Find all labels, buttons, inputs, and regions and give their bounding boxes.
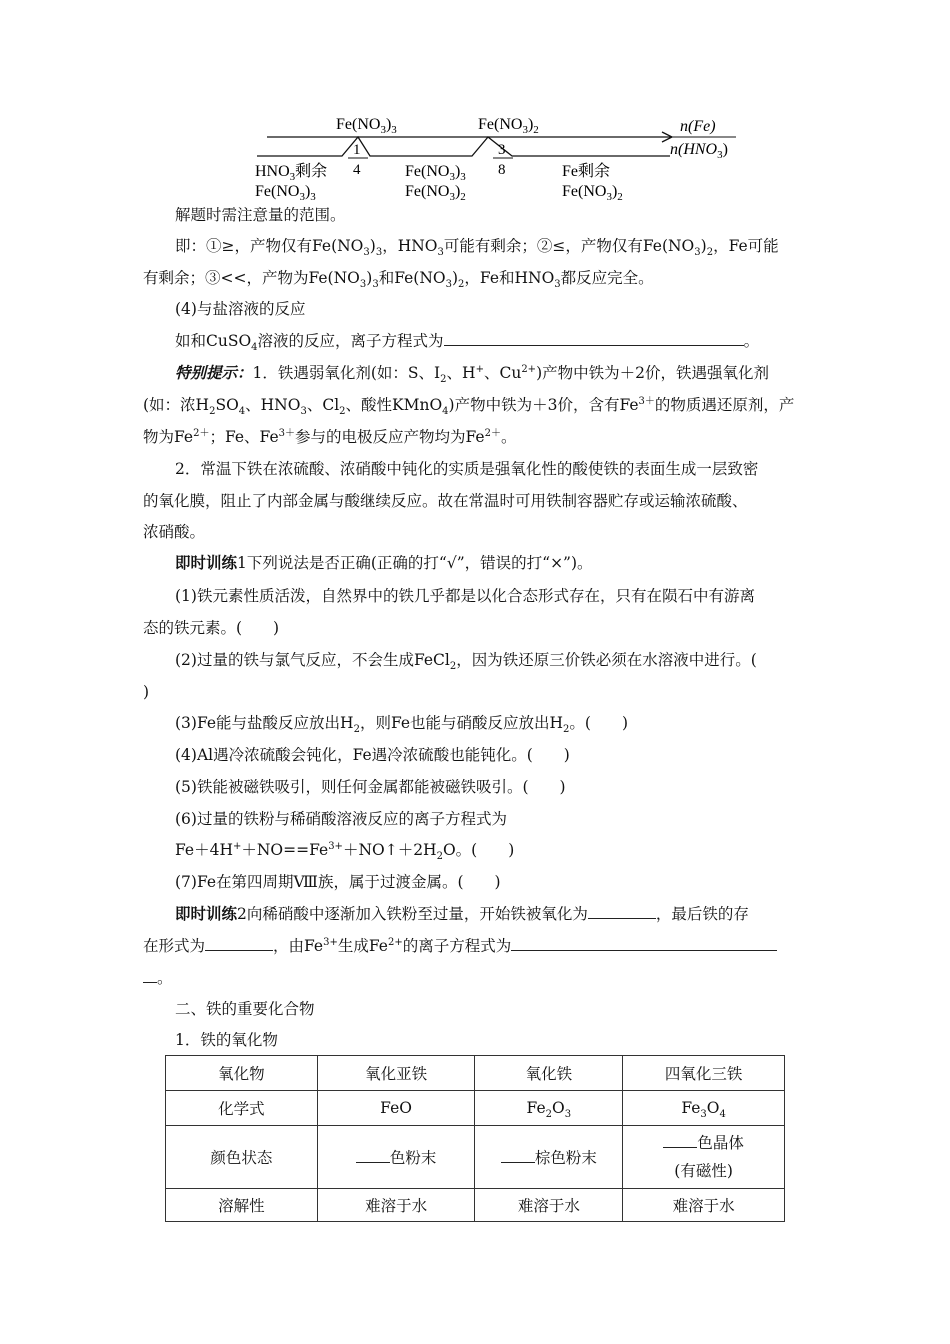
paragraph-ratio-cases-2: 有剩余；③<<，产物为$Fe(NO_3)_3$和$Fe(NO_3)_2$，Fe和$HNO_3$都反应完全。 [143, 269, 654, 291]
practice-2-line-1: 即时训练2向稀硝酸中逐渐加入铁粉至过量，开始铁被氧化为 ，最后铁的存 [175, 904, 749, 923]
table-header-cell: 氧化物 [166, 1056, 318, 1091]
section-salt-reaction: (4)与盐溶液的反应 [175, 300, 306, 318]
table-header-row [166, 1056, 785, 1091]
ratio-1-numerator: 1 [353, 142, 361, 158]
table-header-cell: 氧化铁 [475, 1056, 623, 1091]
top-label-fe-no3-2: $Fe(NO_3)_2$ [478, 116, 539, 136]
solubility-fe3o4: 难溶于水 [623, 1189, 785, 1222]
answer-blank-feo-color[interactable] [356, 1148, 390, 1163]
practice-1-item-3[interactable]: (3)Fe能与盐酸反应放出$H_2$，则Fe也能与硝酸反应放出$H_2$。( ) [175, 714, 629, 736]
top-label-fe-no3-3: $Fe(NO_3)_3$ [336, 116, 397, 136]
row-label-solubility: 溶解性 [166, 1189, 318, 1222]
axis-numerator: n(Fe) [680, 118, 716, 135]
ratio-number-line-diagram [250, 110, 750, 205]
row-label-formula: 化学式 [166, 1091, 318, 1126]
practice-1-item-1b[interactable]: 态的铁元素。( ) [143, 619, 280, 637]
region-1-line-1: $HNO_3$剩余 [255, 163, 328, 183]
special-tip-line-2: (如：浓$H_2SO_4$、$HNO_3$、$Cl_2$、酸性KMnO$_4$)产物中铁为＋3价，含有$Fe^{3+}$的物质遇还原剂，产 [143, 395, 795, 418]
passivation-line-2: 的氧化膜，阻止了内部金属与酸继续反应。故在常温时可用铁制容器贮存或运输浓硫酸、 [143, 492, 748, 510]
axis-denominator: $n(HNO_3)$ [670, 141, 728, 161]
region-2-line-2: $Fe(NO_3)_2$ [405, 183, 466, 203]
paragraph-range-note: 解题时需注意量的范围。 [175, 206, 346, 224]
solubility-fe2o3: 难溶于水 [475, 1189, 623, 1222]
practice-1-item-5[interactable]: (5)铁能被磁铁吸引，则任何金属都能被磁铁吸引。( ) [175, 778, 566, 796]
practice-2-line-2: 在形式为 ，由$Fe^{3+}$生成$Fe^{2+}$的离子方程式为 [143, 936, 777, 956]
iron-oxides-table [165, 1055, 785, 1222]
table-row [166, 1091, 785, 1126]
region-1-line-2: $Fe(NO_3)_3$ [255, 183, 316, 203]
practice-1-item-4[interactable]: (4)Al遇冷浓硫酸会钝化，Fe遇冷浓硫酸也能钝化。( ) [175, 746, 570, 764]
color-feo: 色粉末 [317, 1126, 475, 1189]
formula-fe3o4: $Fe_3O_4$ [623, 1091, 785, 1126]
answer-blank-cuso4[interactable] [444, 331, 744, 346]
subsection-iron-oxides: 1．铁的氧化物 [175, 1031, 278, 1049]
passivation-line-1: 2．常温下铁在浓硫酸、浓硝酸中钝化的实质是强氧化性的酸使铁的表面生成一层致密 [175, 460, 759, 478]
table-row [166, 1189, 785, 1222]
section-heading-iron-compounds: 二、铁的重要化合物 [175, 1000, 315, 1018]
color-fe2o3: 棕色粉末 [475, 1126, 623, 1189]
practice-1-item-1a: (1)铁元素性质活泼，自然界中的铁几乎都是以化合态形式存在，只有在陨石中有游离 [175, 587, 755, 605]
answer-blank-fe3o4-color[interactable] [663, 1133, 697, 1148]
practice-1-item-6b[interactable]: $Fe+4H^++NO==Fe^{3+}+NO↑+2H_2O$。( ) [175, 840, 515, 863]
passivation-line-3: 浓硝酸。 [143, 523, 206, 541]
formula-fe2o3: $Fe_2O_3$ [475, 1091, 623, 1126]
paragraph-ratio-cases-1: 即：①≥，产物仅有$Fe(NO_3)_3$，$HNO_3$可能有剩余；②≤，产物仅有$Fe(NO_3)_2$，Fe可能 [175, 237, 779, 259]
answer-blank-ionic-equation-cont[interactable] [143, 968, 157, 983]
practice-1-title: 即时训练1下列说法是否正确(正确的打“√”，错误的打“×”)。 [175, 553, 593, 572]
region-3-line-1: Fe剩余 [562, 163, 611, 180]
ratio-2-numerator: 3 [498, 142, 506, 158]
practice-1-item-7[interactable]: (7)Fe在第四周期Ⅷ族，属于过渡金属。( ) [175, 873, 501, 891]
ratio-2-denominator: 8 [498, 162, 506, 178]
solubility-feo: 难溶于水 [317, 1189, 475, 1222]
region-2-line-1: $Fe(NO_3)_3$ [405, 163, 466, 183]
table-row [166, 1126, 785, 1189]
formula-feo: FeO [317, 1091, 475, 1126]
practice-1-item-2b[interactable]: ) [143, 683, 150, 701]
paragraph-cuso4-reaction: 如和CuSO$_4$溶液的反应，离子方程式为 。 [175, 332, 760, 354]
practice-1-item-6a: (6)过量的铁粉与稀硝酸溶液反应的离子方程式为 [175, 810, 507, 828]
region-3-line-2: $Fe(NO_3)_2$ [562, 183, 623, 203]
answer-blank-final-form[interactable] [205, 936, 273, 951]
practice-2-line-3: 。 [143, 968, 173, 988]
ratio-1-denominator: 4 [353, 162, 361, 178]
special-tip-line-3: 物为$Fe^{2+}$；Fe、$Fe^{3+}$参与的电极反应产物均为$Fe^{2+}$。 [143, 427, 517, 446]
diagram-lower-track [257, 137, 670, 156]
answer-blank-fe2o3-color[interactable] [501, 1148, 535, 1163]
table-header-cell: 四氧化三铁 [623, 1056, 785, 1091]
answer-blank-ionic-equation[interactable] [511, 936, 777, 951]
special-tip-line-1: 特别提示：1．铁遇弱氧化剂(如：S、$I_2$、H+、$Cu^{2+}$)产物中铁为＋2价，铁遇强氧化剂 [175, 363, 769, 386]
color-fe3o4: 色晶体 (有磁性) [623, 1126, 785, 1189]
practice-1-item-2a: (2)过量的铁与氯气反应，不会生成FeCl$_2$，因为铁还原三价铁必须在水溶液中进行。( [175, 651, 757, 673]
answer-blank-initial-oxidation[interactable] [588, 904, 656, 919]
table-header-cell: 氧化亚铁 [317, 1056, 475, 1091]
row-label-color-state: 颜色状态 [166, 1126, 318, 1189]
